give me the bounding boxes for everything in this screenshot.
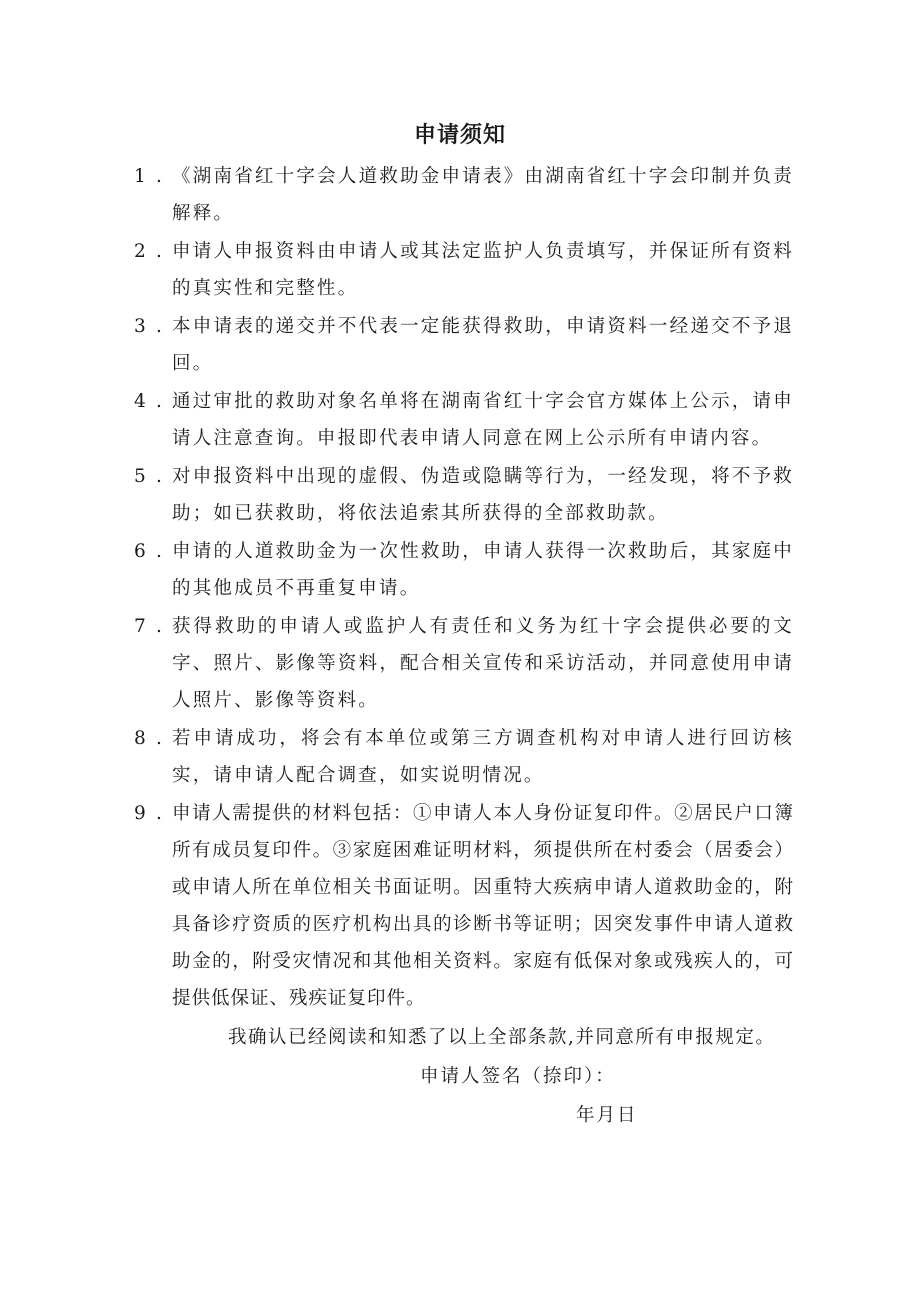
- item-number: 1 .: [134, 166, 165, 187]
- notice-item-7: [134, 608, 794, 719]
- item-number: 9 .: [134, 803, 165, 824]
- item-text: 《湖南省红十字会人道救助金申请表》由湖南省红十字会印制并负责解释。: [172, 166, 794, 224]
- item-number: 5 .: [134, 466, 165, 487]
- date-label: 年月日: [576, 1105, 638, 1126]
- item-text: 申请的人道救助金为一次性救助，申请人获得一次救助后，其家庭中的其他成员不再重复申请。: [172, 541, 794, 599]
- item-text: 申请人申报资料由申请人或其法定监护人负责填写，并保证所有资料的真实性和完整性。: [172, 241, 794, 299]
- notice-item-3: [134, 308, 794, 382]
- item-number: 4 .: [134, 391, 165, 412]
- notice-list: [134, 158, 794, 1018]
- item-text: 对申报资料中出现的虚假、伪造或隐瞒等行为，一经发现，将不予救助；如已获救助，将依法追索其所获得的全部救助款。: [172, 466, 794, 524]
- item-number: 3 .: [134, 316, 165, 337]
- item-text: 获得救助的申请人或监护人有责任和义务为红十字会提供必要的文字、照片、影像等资料，配合相关宣传和采访活动，并同意使用申请人照片、影像等资料。: [172, 616, 794, 711]
- page-title: 申请须知: [413, 123, 506, 148]
- notice-item-2: [134, 233, 794, 307]
- notice-item-6: [134, 533, 794, 607]
- signature-label: 申请人签名（捺印）：: [420, 1066, 616, 1087]
- notice-item-1: [134, 158, 794, 232]
- item-text: 申请人需提供的材料包括：①申请人本人身份证复印件。②居民户口簿所有成员复印件。③家庭困难证明材料，须提供所在村委会（居委会）或申请人所在单位相关书面证明。因重特大疾病申请人道救助金的，附具备诊疗资质的医疗机构出具的诊断书等证明；因突发事件申请人道救助金的，附受灾情况和其他相关资料。家庭有低保对象或残疾人的，可提供低保证、残疾证复印件。: [172, 803, 794, 1009]
- notice-item-9: [134, 795, 794, 1017]
- item-number: 7 .: [134, 616, 165, 637]
- item-text: 若申请成功，将会有本单位或第三方调查机构对申请人进行回访核实，请申请人配合调查，如实说明情况。: [172, 728, 794, 786]
- confirmation-statement: 我确认已经阅读和知悉了以上全部条款,并同意所有申报规定。: [228, 1027, 776, 1048]
- notice-item-4: [134, 383, 794, 457]
- item-text: 通过审批的救助对象名单将在湖南省红十字会官方媒体上公示，请申请人注意查询。申报即代表申请人同意在网上公示所有申请内容。: [172, 391, 794, 449]
- item-text: 本申请表的递交并不代表一定能获得救助，申请资料一经递交不予退回。: [172, 316, 794, 374]
- item-number: 6 .: [134, 541, 165, 562]
- notice-item-8: [134, 720, 794, 794]
- item-number: 2 .: [134, 241, 165, 262]
- item-number: 8 .: [134, 728, 165, 749]
- notice-item-5: [134, 458, 794, 532]
